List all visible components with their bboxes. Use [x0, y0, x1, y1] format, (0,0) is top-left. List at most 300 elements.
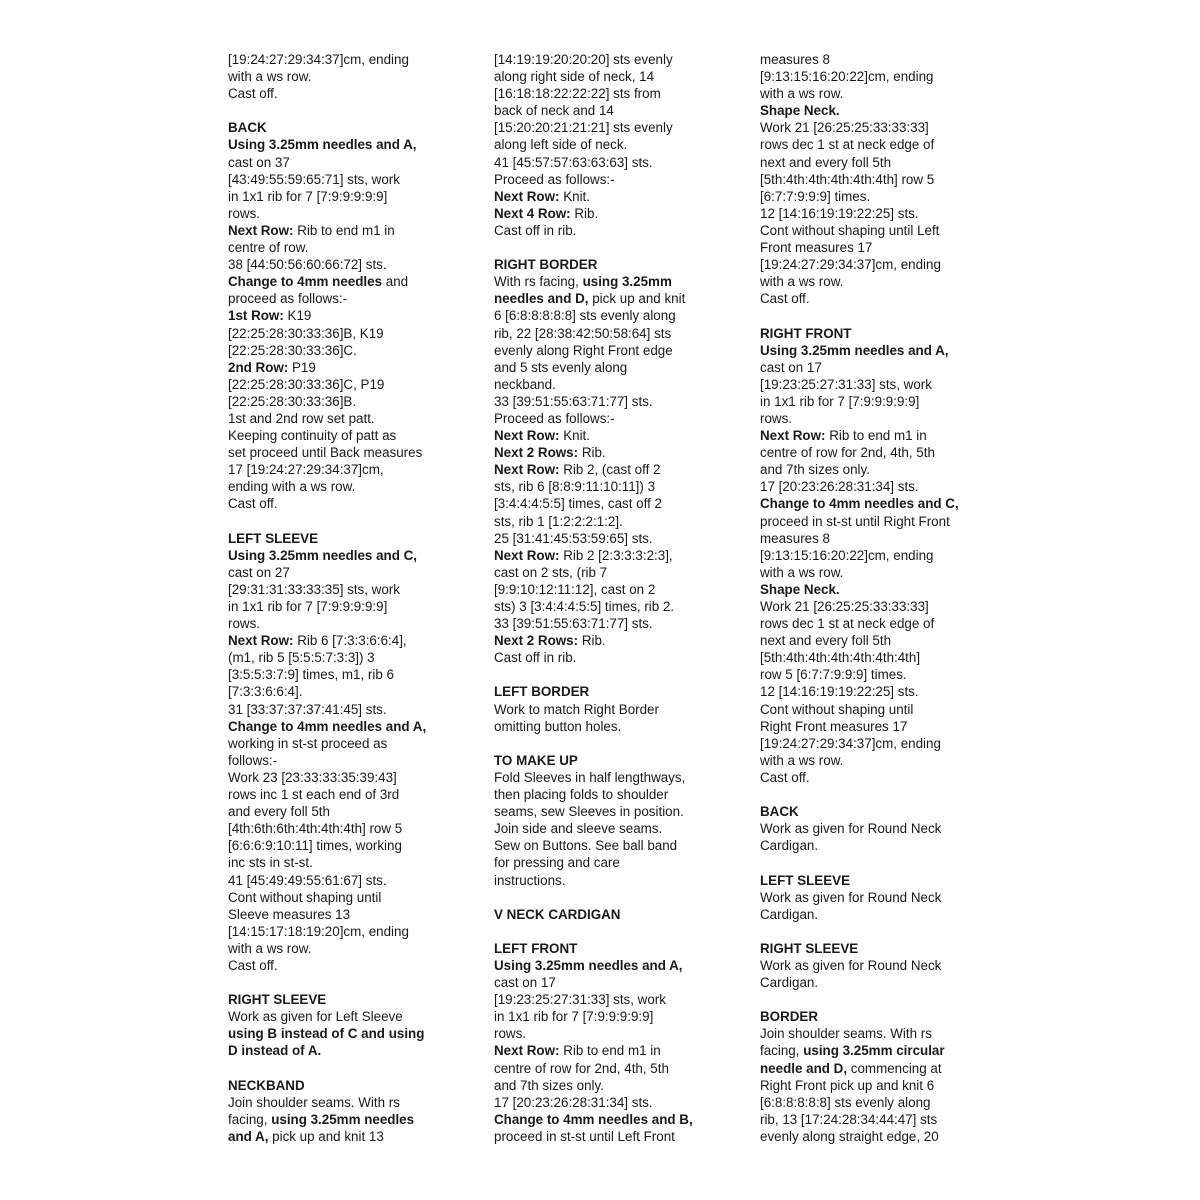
text-line — [494, 393, 693, 410]
paragraph-gap — [494, 239, 693, 256]
text-line — [494, 205, 693, 222]
text-run: centre of row. — [228, 240, 309, 256]
text-run: with a ws row. — [228, 69, 312, 85]
text-run: Front measures 17 — [760, 240, 873, 256]
section-heading: LEFT BORDER — [494, 684, 590, 700]
text-line — [494, 837, 693, 854]
paragraph-gap — [760, 991, 959, 1008]
bold-text: Next 2 Rows: — [494, 633, 579, 649]
text-run: [5th:4th:4th:4th:4th:4th] row 5 — [760, 171, 935, 187]
text-run: cast on 37 — [228, 154, 290, 170]
bold-text: Next Row: — [494, 462, 560, 478]
text-line — [760, 632, 959, 649]
text-run: and 5 sts evenly along — [494, 359, 628, 375]
text-line — [494, 495, 693, 512]
text-run: Cast off. — [228, 496, 278, 512]
text-run: rows inc 1 st each end of 3rd — [228, 787, 400, 803]
text-run: omitting button holes. — [494, 718, 622, 734]
text-line — [228, 1025, 426, 1042]
text-run: (m1, rib 5 [5:5:5:7:3:3]) 3 — [228, 650, 375, 666]
text-run: commencing at — [847, 1060, 942, 1076]
text-run: 31 [33:37:37:37:41:45] sts. — [228, 701, 387, 717]
section-heading: BORDER — [760, 1009, 819, 1025]
text-run: [19:24:27:29:34:37]cm, ending — [228, 52, 409, 67]
text-run: proceed in st-st until Right Front — [760, 513, 950, 529]
text-line — [760, 752, 959, 769]
text-line — [760, 85, 959, 102]
text-line — [760, 837, 959, 854]
paragraph-gap — [228, 513, 426, 530]
text-line — [760, 666, 959, 683]
section-heading: BACK — [760, 804, 799, 820]
text-run: 38 [44:50:56:60:66:72] sts. — [228, 257, 387, 273]
text-run: [9:13:15:16:20:22]cm, ending — [760, 69, 934, 85]
text-line — [494, 513, 693, 530]
text-run: rows. — [228, 205, 260, 221]
bold-text: Change to 4mm needles and C, — [760, 496, 959, 512]
text-run: Rib to end m1 in — [559, 1043, 661, 1059]
text-run: 41 [45:49:49:55:61:67] sts. — [228, 872, 387, 888]
paragraph-gap — [760, 307, 959, 324]
paragraph-gap — [760, 923, 959, 940]
paragraph-gap — [760, 786, 959, 803]
text-run: Proceed as follows:- — [494, 171, 615, 187]
text-run: cast on 17 — [494, 975, 556, 991]
text-line — [228, 495, 426, 512]
section-heading: RIGHT SLEEVE — [228, 992, 327, 1008]
text-run: working in st-st proceed as — [228, 735, 388, 751]
text-line — [494, 68, 693, 85]
text-line — [760, 564, 959, 581]
text-line — [760, 974, 959, 991]
text-run: Fold Sleeves in half lengthways, — [494, 769, 686, 785]
text-run: Rib 6 [7:3:3:6:6:4], — [293, 633, 407, 649]
text-line — [228, 683, 426, 700]
text-run: 33 [39:51:55:63:71:77] sts. — [494, 616, 653, 632]
text-run: proceed as follows:- — [228, 291, 348, 307]
bold-text: Change to 4mm needles — [228, 274, 383, 290]
text-line — [494, 222, 693, 239]
text-run: Cast off. — [228, 957, 278, 973]
text-run: [22:25:28:30:33:36]C. — [228, 342, 357, 358]
text-line — [760, 1111, 959, 1128]
text-line — [760, 718, 959, 735]
text-line — [760, 256, 959, 273]
text-run: [19:23:25:27:31:33] sts, work — [494, 992, 666, 1008]
text-line — [228, 564, 426, 581]
text-run: Rib 2 [2:3:3:3:2:3], — [559, 547, 673, 563]
text-run: [29:31:31:33:33:35] sts, work — [228, 581, 400, 597]
text-line — [228, 701, 426, 718]
text-line — [760, 495, 959, 512]
text-run: Work 21 [26:25:25:33:33:33] — [760, 599, 929, 614]
bold-text: Next Row: — [760, 428, 826, 444]
text-line — [494, 359, 693, 376]
text-run: set proceed until Back measures — [228, 445, 423, 461]
text-line — [494, 991, 693, 1008]
text-line — [228, 1008, 426, 1025]
text-run: [16:18:18:22:22:22] sts from — [494, 86, 661, 102]
text-run: cast on 27 — [228, 564, 290, 580]
text-line — [228, 461, 426, 478]
text-line — [760, 1077, 959, 1094]
text-run: P19 — [288, 359, 316, 375]
text-line — [228, 239, 426, 256]
text-run: [3:5:5:3:7:9] times, m1, rib 6 — [228, 667, 394, 683]
text-line — [228, 222, 426, 239]
text-line — [760, 444, 959, 461]
text-run: 17 [20:23:26:28:31:34] sts. — [494, 1094, 653, 1110]
text-run: along left side of neck. — [494, 137, 628, 153]
text-column-2 — [494, 51, 693, 1145]
text-run: and 7th sizes only. — [494, 1077, 604, 1093]
bold-text: Using 3.25mm needles and C, — [228, 547, 418, 563]
text-run: rib, 13 [17:24:28:34:44:47] sts — [760, 1111, 938, 1127]
text-run: Rib to end m1 in — [293, 222, 395, 238]
text-line — [228, 342, 426, 359]
paragraph-gap — [228, 974, 426, 991]
section-heading: LEFT FRONT — [494, 940, 578, 956]
text-line — [228, 359, 426, 376]
section-heading: LEFT SLEEVE — [228, 530, 319, 546]
bold-text: and A, — [228, 1128, 269, 1144]
text-run: proceed in st-st until Left Front — [494, 1128, 675, 1144]
text-run: inc sts in st-st. — [228, 855, 313, 871]
text-line — [494, 872, 693, 889]
text-run: pick up and knit 13 — [268, 1128, 384, 1144]
text-line — [228, 85, 426, 102]
text-line — [494, 632, 693, 649]
text-run: [19:23:25:27:31:33] sts, work — [760, 376, 932, 392]
text-run: cast on 17 — [760, 359, 822, 375]
text-line — [494, 820, 693, 837]
text-line — [228, 393, 426, 410]
text-run: with a ws row. — [760, 752, 844, 768]
text-line — [228, 154, 426, 171]
text-run: Cast off. — [760, 769, 810, 785]
text-run: Rib. — [578, 633, 606, 649]
text-run: Cont without shaping until — [228, 889, 382, 905]
section-heading: V NECK CARDIGAN — [494, 906, 621, 922]
bold-text: D instead of A. — [228, 1043, 322, 1059]
bold-text: 2nd Row: — [228, 359, 289, 375]
text-line — [760, 239, 959, 256]
bold-text: Change to 4mm needles and B, — [494, 1111, 693, 1127]
text-run: for pressing and care — [494, 855, 620, 871]
text-line — [228, 547, 426, 564]
text-line — [494, 273, 693, 290]
text-line — [494, 1128, 693, 1145]
text-run: 33 [39:51:55:63:71:77] sts. — [494, 393, 653, 409]
text-line — [760, 513, 959, 530]
bold-text: Next Row: — [494, 547, 560, 563]
text-line — [494, 1025, 693, 1042]
paragraph-gap — [228, 102, 426, 119]
bold-text: needles and D, — [494, 291, 589, 307]
bold-text: Shape Neck. — [760, 581, 840, 597]
text-line — [760, 1094, 959, 1111]
text-run: facing, — [760, 1043, 804, 1059]
paragraph-gap — [494, 666, 693, 683]
text-run: and — [382, 274, 409, 290]
text-line — [494, 1008, 693, 1025]
text-run: 25 [31:41:45:53:59:65] sts. — [494, 530, 653, 546]
text-line — [760, 119, 959, 136]
text-run: rows dec 1 st at neck edge of — [760, 137, 935, 153]
bold-text: 1st Row: — [228, 308, 284, 324]
text-run: with a ws row. — [760, 86, 844, 102]
text-line — [494, 119, 693, 136]
text-run: Right Front measures 17 — [760, 718, 908, 734]
text-run: [9:9:10:12:11:12], cast on 2 — [494, 581, 656, 597]
text-line — [228, 427, 426, 444]
text-line — [494, 427, 693, 444]
text-line — [760, 342, 959, 359]
text-line — [228, 51, 426, 68]
text-line — [228, 786, 426, 803]
text-line — [228, 290, 426, 307]
text-line — [760, 68, 959, 85]
text-line — [494, 530, 693, 547]
text-run: Cardigan. — [760, 975, 819, 991]
text-run: [5th:4th:4th:4th:4th:4th:4th] — [760, 650, 921, 666]
text-line — [494, 171, 693, 188]
text-run: Work as given for Round Neck — [760, 889, 942, 905]
text-run: sts, rib 1 [1:2:2:2:1:2]. — [494, 513, 623, 529]
text-line — [760, 205, 959, 222]
text-line — [494, 188, 693, 205]
text-run: Rib. — [570, 205, 599, 221]
text-run: [22:25:28:30:33:36]B. — [228, 393, 357, 409]
text-line — [494, 598, 693, 615]
text-run: 6 [6:8:8:8:8:8] sts evenly along — [494, 308, 676, 324]
text-run: then placing folds to shoulder — [494, 787, 669, 803]
text-line — [494, 786, 693, 803]
text-line — [760, 615, 959, 632]
text-line — [494, 461, 693, 478]
text-line — [228, 1128, 426, 1145]
text-run: Sew on Buttons. See ball band — [494, 838, 678, 854]
text-line — [494, 854, 693, 871]
text-run: 41 [45:57:57:63:63:63] sts. — [494, 154, 653, 170]
text-run: row 5 [6:7:7:9:9:9] times. — [760, 667, 907, 683]
text-line — [760, 906, 959, 923]
text-line — [228, 803, 426, 820]
text-run: [9:13:15:16:20:22]cm, ending — [760, 547, 934, 563]
text-run: sts) 3 [3:4:4:4:5:5] times, rib 2. — [494, 599, 675, 614]
text-run: Work as given for Left Sleeve — [228, 1009, 403, 1025]
text-line — [494, 547, 693, 564]
text-line — [494, 342, 693, 359]
bold-text: using B instead of C and using — [228, 1026, 425, 1042]
text-line — [228, 837, 426, 854]
text-run: 17 [20:23:26:28:31:34] sts. — [760, 479, 919, 495]
bold-text: using 3.25mm needles — [271, 1111, 415, 1127]
text-run: ending with a ws row. — [228, 479, 356, 495]
text-line — [760, 171, 959, 188]
text-run: K19 — [283, 308, 312, 324]
text-run: Join shoulder seams. With rs — [760, 1026, 932, 1042]
text-line — [228, 632, 426, 649]
text-run: seams, sew Sleeves in position. — [494, 804, 684, 820]
text-run: [15:20:20:21:21:21] sts evenly — [494, 120, 673, 136]
bold-text: Change to 4mm needles and A, — [228, 718, 427, 734]
text-line — [760, 273, 959, 290]
text-line — [494, 307, 693, 324]
text-line — [228, 581, 426, 598]
bold-text: Using 3.25mm needles and A, — [494, 957, 683, 973]
text-line — [228, 273, 426, 290]
text-column-3 — [760, 51, 959, 1145]
text-run: Sleeve measures 13 — [228, 906, 351, 922]
text-run: instructions. — [494, 872, 566, 888]
text-run: Join shoulder seams. With rs — [228, 1094, 400, 1110]
text-line — [228, 205, 426, 222]
text-line — [760, 290, 959, 307]
text-line — [494, 974, 693, 991]
text-run: next and every foll 5th — [760, 154, 892, 170]
text-line — [760, 410, 959, 427]
text-run: rows. — [228, 616, 260, 632]
text-run: in 1x1 rib for 7 [7:9:9:9:9:9] — [228, 188, 388, 204]
text-line — [228, 1094, 426, 1111]
bold-text: Using 3.25mm needles and A, — [760, 342, 949, 358]
text-line — [760, 359, 959, 376]
text-run: rib, 22 [28:38:42:50:58:64] sts — [494, 325, 672, 341]
text-run: 17 [19:24:27:29:34:37]cm, — [228, 462, 384, 478]
text-run: [6:8:8:8:8:8] sts evenly along — [760, 1094, 931, 1110]
text-run: cast on 2 sts, (rib 7 — [494, 564, 608, 580]
text-run: Knit. — [559, 428, 590, 444]
text-run: evenly along straight edge, 20 — [760, 1128, 939, 1144]
text-line — [494, 957, 693, 974]
text-line — [494, 581, 693, 598]
section-heading: RIGHT FRONT — [760, 325, 852, 341]
text-run: measures 8 — [760, 530, 830, 546]
paragraph-gap — [494, 735, 693, 752]
text-run: with a ws row. — [228, 940, 312, 956]
text-run: in 1x1 rib for 7 [7:9:9:9:9:9] — [760, 393, 920, 409]
text-run: Work 21 [26:25:25:33:33:33] — [760, 120, 929, 136]
text-line — [228, 256, 426, 273]
text-run: and every foll 5th — [228, 804, 330, 820]
text-line — [760, 188, 959, 205]
text-run: [43:49:55:59:65:71] sts, work — [228, 171, 400, 187]
paragraph-gap — [494, 923, 693, 940]
text-line — [228, 769, 426, 786]
text-run: [7:3:3:6:6:4]. — [228, 684, 303, 700]
text-run: follows:- — [228, 752, 278, 768]
text-line — [760, 51, 959, 68]
text-line — [228, 171, 426, 188]
section-heading: RIGHT BORDER — [494, 257, 598, 273]
text-run: With rs facing, — [494, 274, 583, 290]
text-line — [760, 222, 959, 239]
text-line — [494, 376, 693, 393]
text-line — [494, 564, 693, 581]
text-run: Cont without shaping until Left — [760, 222, 940, 238]
text-run: along right side of neck, 14 — [494, 69, 655, 85]
text-run: Work as given for Round Neck — [760, 957, 942, 973]
bold-text: Next Row: — [494, 1043, 560, 1059]
text-line — [494, 478, 693, 495]
text-run: [22:25:28:30:33:36]C, P19 — [228, 376, 385, 392]
text-line — [494, 290, 693, 307]
text-line — [760, 1042, 959, 1059]
text-run: Work 23 [23:33:33:35:39:43] — [228, 769, 397, 785]
text-line — [228, 889, 426, 906]
text-run: Knit. — [559, 188, 590, 204]
text-line — [228, 940, 426, 957]
text-line — [228, 1042, 426, 1059]
text-run: Cast off. — [228, 86, 278, 102]
text-run: [19:24:27:29:34:37]cm, ending — [760, 735, 941, 751]
text-run: Join side and sleeve seams. — [494, 821, 663, 837]
text-line — [760, 1025, 959, 1042]
text-run: 1st and 2nd row set patt. — [228, 410, 375, 426]
text-line — [228, 68, 426, 85]
text-line — [228, 666, 426, 683]
text-line — [760, 701, 959, 718]
text-column-1 — [228, 51, 426, 1145]
bold-text: using 3.25mm circular — [803, 1043, 945, 1059]
bold-text: Next Row: — [494, 188, 560, 204]
paragraph-gap — [228, 1060, 426, 1077]
text-run: 12 [14:16:19:19:22:25] sts. — [760, 205, 919, 221]
text-line — [494, 615, 693, 632]
text-line — [494, 410, 693, 427]
text-line — [228, 735, 426, 752]
text-line — [760, 102, 959, 119]
text-run: rows. — [760, 410, 792, 426]
text-run: neckband. — [494, 376, 556, 392]
text-line — [228, 325, 426, 342]
text-line — [228, 906, 426, 923]
bold-text: Next Row: — [228, 222, 294, 238]
text-line — [494, 1094, 693, 1111]
text-line — [228, 376, 426, 393]
bold-text: Next 4 Row: — [494, 205, 571, 221]
text-run: Cast off in rib. — [494, 222, 577, 238]
text-line — [494, 803, 693, 820]
text-run: in 1x1 rib for 7 [7:9:9:9:9:9] — [494, 1009, 654, 1025]
text-line — [494, 51, 693, 68]
text-line — [228, 820, 426, 837]
bold-text: Next 2 Rows: — [494, 445, 579, 461]
bold-text: Next Row: — [494, 428, 560, 444]
text-line — [760, 735, 959, 752]
text-run: 12 [14:16:19:19:22:25] sts. — [760, 684, 919, 700]
text-line — [494, 718, 693, 735]
text-line — [494, 325, 693, 342]
text-line — [494, 154, 693, 171]
text-line — [494, 102, 693, 119]
text-line — [494, 1077, 693, 1094]
text-line — [760, 530, 959, 547]
text-line — [760, 461, 959, 478]
text-line — [760, 393, 959, 410]
text-run: Cont without shaping until — [760, 701, 914, 717]
text-line — [494, 444, 693, 461]
text-run: [6:6:6:9:10:11] times, working — [228, 838, 402, 854]
text-line — [228, 957, 426, 974]
text-run: [3:4:4:4:5:5] times, cast off 2 — [494, 496, 662, 512]
text-run: and 7th sizes only. — [760, 462, 870, 478]
text-line — [494, 136, 693, 153]
text-run: Keeping continuity of patt as — [228, 428, 397, 444]
text-line — [760, 547, 959, 564]
text-line — [228, 444, 426, 461]
